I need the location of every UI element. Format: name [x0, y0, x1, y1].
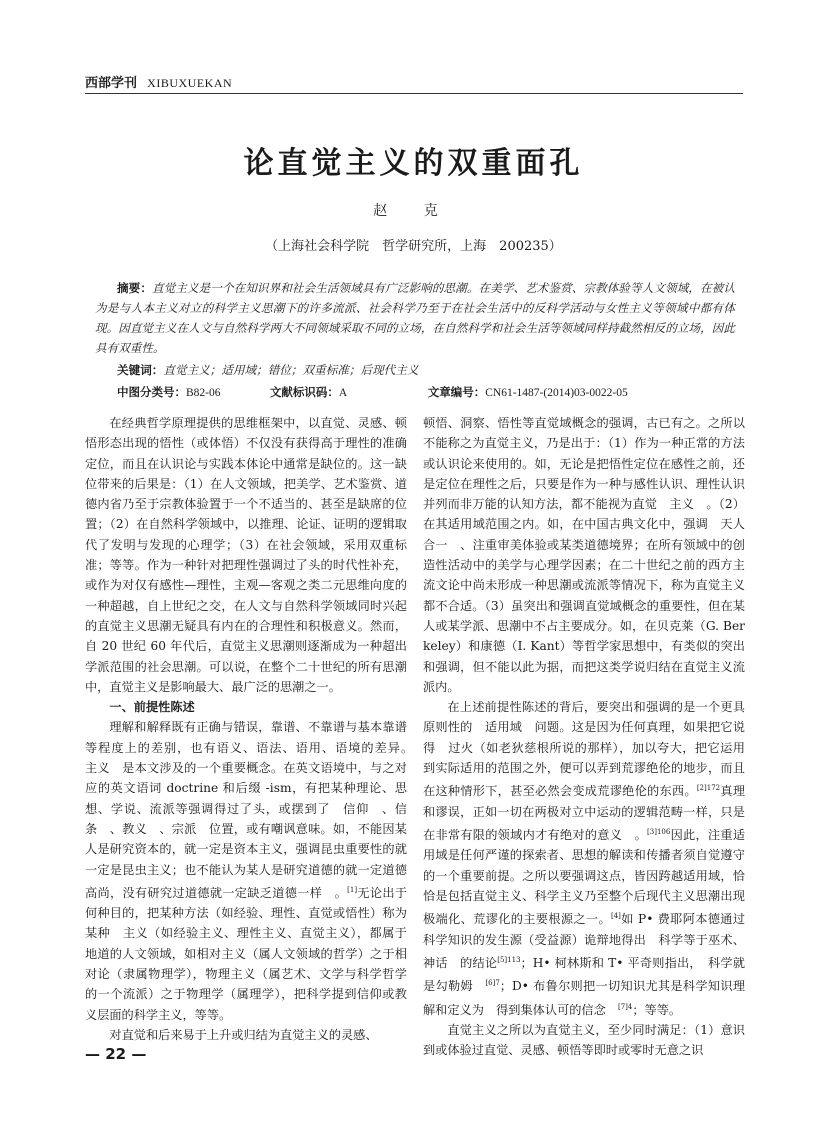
- doc-code-label: 文献标识码：: [269, 385, 339, 399]
- header-rule: [85, 93, 743, 94]
- paragraph: 理解和解释既有正确与错误，靠谱、不靠谱与基本靠谱等程度上的差别，也有语义、语法、语用、语境的差异。 主义 是本文涉及的一个重要概念。在英文语境中，与之对应的英文语词 doctrine 和后缀 -ism，有把某种理论、思想、学说、流派等强调得过了头，或摆到了 信仰 、信条 、教义 、宗派 位置，或有嘲讽意味。如，不能因某人是研究资本的，就一定是资本主义，强调昆虫重要性的就一定是昆虫主义；也不能认为某人是研究道德的就一定道德高尚，没有研究过道德就一定缺乏道德一样 。[1]无论出于何种目的，把某种方法（如经验、理性、直觉或悟性）称为某种 主义（如经验主义、理性主义、直觉主义），都属于地道的人文领域，如相对主义（属人文领域的哲学）之于相对论（隶属物理学），物理主义（属艺术、文学与科学哲学的一个流派）之于物理学（属理学），把科学提到信仰或教义层面的科学主义，等等。: [85, 720, 420, 1022]
- citation: [5]113: [497, 955, 521, 964]
- classification-meta: [117, 384, 737, 400]
- keywords-label: 关键词：: [117, 363, 164, 377]
- paragraph: 直觉主义之所以为直觉主义，至少同时满足：（1）意识到或体验过直觉、灵感、顿悟等即时或零时无意之识: [423, 1022, 745, 1058]
- article-number-label: 文章编号：: [427, 385, 486, 399]
- keywords: [117, 362, 737, 378]
- citation: [6]7: [485, 979, 500, 988]
- citation: [1]: [347, 885, 358, 894]
- citation: [3]106: [647, 828, 671, 836]
- section-heading: 一、前提性陈述: [109, 700, 195, 715]
- paragraph: 对直觉和后来易于上升或归结为直觉主义的灵感、: [109, 1027, 378, 1042]
- page-number: — 22 —: [85, 1045, 147, 1063]
- citation: [7]4: [618, 1002, 633, 1011]
- abstract-label: 摘要：: [117, 281, 152, 295]
- paragraph: 在上述前提性陈述的背后，要突出和强调的是一个更具原则性的 适用域 问题。这是因为任何真理，如果把它说得 过火（如老狄慈根所说的那样），加以夸大，把它运用到实际适用的范围之外，便可以弄到荒谬绝伦的地步，而且在这种情形下，甚至必然会变成荒谬绝伦的东西。$^{[2]172}$真理和谬误，正如一切在两极对立中运动的逻辑范畴一样，只是在非常有限的领域内才有绝对的意义 。$^{[3]106}$因此，注重适用域是任何严谨的探索者、思想的解读和传播者须自觉遵守的一个重要前提。之所以要强调这点，皆因跨越适用域，恰恰是包括直觉主义、科学主义乃至整个后现代主义思潮出现极端化、荒谬化的主要根源之一。[4]如 P• 费耶阿本德通过科学知识的发生源（受益源）诡辩地得出 科学等于巫术、神话 的结论$^{[5]113}$；H• 柯林斯和 T• 平奇则指出， 科学就是勾勒姆 $^{[6]7}$；D• 布鲁尔则把一切知识尤其是科学知识理解和定义为 得到集体认可的信念 $^{[7]4}$；等等。: [423, 700, 746, 1017]
- author: 赵 克: [373, 203, 454, 219]
- paragraph: 在经典哲学原理提供的思维框架中，以直觉、灵感、顿悟形态出现的悟性（或体悟）不仅没有获得高于理性的准确定位，而且在认识论与实践本体论中通常是缺位的。这一缺位带来的后果是：（1）在人文领域，把美学、艺术鉴赏、道德内省乃至于宗教体验置于一个不适当的、甚至是缺席的位置；（2）在自然科学领域中，以推理、论证、证明的逻辑取代了发明与发现的心理学；（3）在社会领域，采用双重标准；等等。作为一种针对把理性强调过了头的时代性补充，或作为对仅有感性—理性，主观—客观之类二元思维向度的一种超越，自上世纪之交，在人文与自然科学领域同时兴起的直觉主义思潮无疑具有内在的合理性和积极意义。然而，自 20 世纪 60 年代后，直觉主义思潮则逐渐成为一种超出学派范围的社会思潮。可以说，在整个二十世纪的所有思潮中，直觉主义是影响最大、最广泛的思潮之一。: [85, 416, 407, 694]
- abstract: [95, 278, 735, 358]
- doc-code-value: A: [338, 387, 348, 399]
- article-title: 论直觉主义的双重面孔: [243, 146, 584, 181]
- journal-name: 西部学刊: [85, 76, 138, 91]
- keywords-text: 直觉主义；适用域；错位；双重标准；后现代主义: [163, 363, 419, 377]
- citation: [2]172: [696, 784, 721, 793]
- clc-label: 中图分类号：: [117, 385, 186, 399]
- right-column: [423, 413, 745, 1061]
- left-column: [85, 413, 420, 1045]
- abstract-text: 直觉主义是一个在知识界和社会生活领域具有广泛影响的思潮。在美学、艺术鉴赏、宗教体验等人文领域，在被认为是与人本主义对立的科学主义思潮下的许多流派、社会科学乃至于在社会生活中的反科学活动与女性主义等领域中都有体现。因直觉主义在人文与自然科学两大不同领域采取不同的立场，在自然科学和社会生活等领域同样持截然相反的立场，因此具有双重性。: [95, 281, 735, 355]
- running-header: [85, 72, 743, 91]
- journal-latin-name: XIBUXUEKAN: [147, 76, 233, 90]
- paragraph: 顿悟、洞察、悟性等直觉域概念的强调，古已有之。之所以不能称之为直觉主义，乃是出于：（1）作为一种正常的方法或认识论来使用的。如，无论是把悟性定位在感性之前，还是定位在理性之后，只要是作为一种与感性认识、理性认识并列而非万能的认知方法，都不能视为直觉 主义 。（2）在其适用域范围之内。如，在中国古典文化中，强调 天人合一 、注重审美体验或某类道德境界；在所有领域中的创造性活动中的美学与心理学因素；在二十世纪之前的西方主流文论中尚未形成一种思潮或流派等情况下，称为直觉主义都不合适。（3）虽突出和强调直觉域概念的重要性，但在某人或某学派、思潮中不占主要成分。如，在贝克莱（G. Berkeley）和康德（I. Kant）等哲学家思想中，有类似的突出和强调，但不能以此为据，而把这类学说归结在直觉主义流派内。: [423, 416, 745, 694]
- affiliation: （上海社会科学院 哲学研究所，上海 200235）: [265, 239, 562, 254]
- clc-value: B82-06: [186, 387, 221, 399]
- article-number-value: CN61-1487-(2014)03-0022-05: [485, 387, 628, 399]
- citation: [4]: [611, 912, 621, 921]
